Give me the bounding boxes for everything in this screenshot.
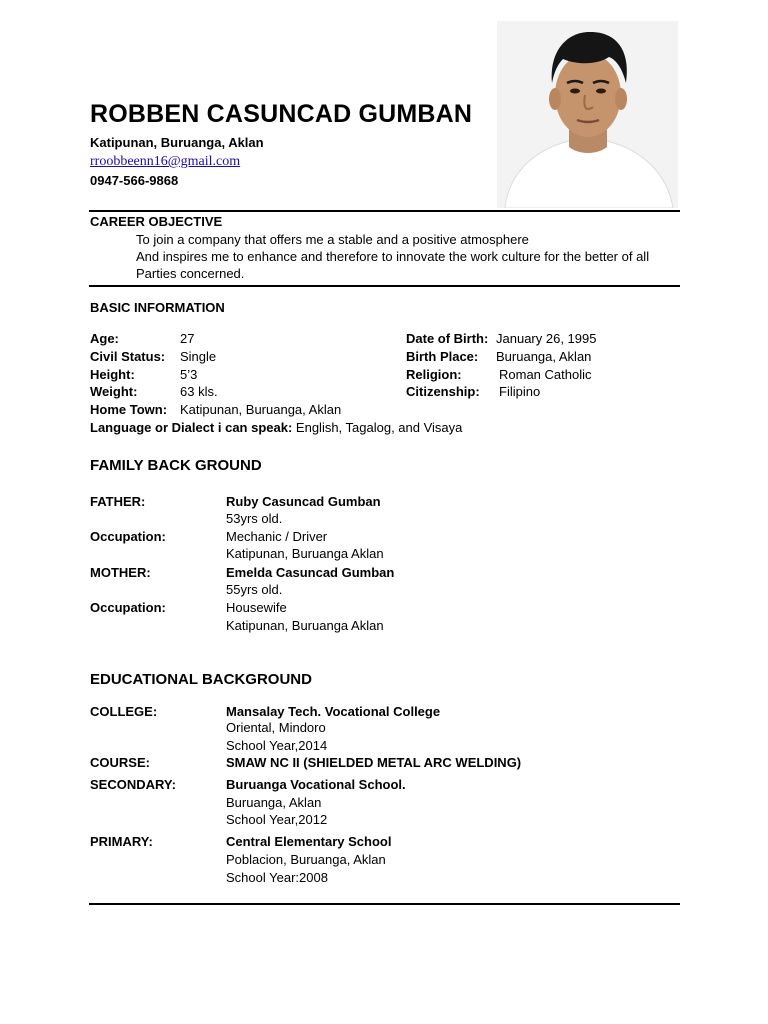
mother-occupation-label: Occupation: (90, 600, 166, 615)
father-name: Ruby Casuncad Gumban (226, 494, 381, 509)
footer-divider (89, 903, 680, 905)
citizenship-value: Filipino (499, 384, 541, 399)
objective-line: Parties concerned. (136, 266, 245, 281)
secondary-year: School Year,2012 (226, 812, 328, 827)
family-background-heading: FAMILY BACK GROUND (90, 457, 262, 474)
course-label: COURSE: (90, 755, 150, 770)
person-photo-icon (497, 21, 678, 208)
college-label: COLLEGE: (90, 704, 158, 719)
address: Katipunan, Buruanga, Aklan (90, 135, 264, 150)
weight-value: 63 kls. (180, 384, 218, 399)
primary-location: Poblacion, Buruanga, Aklan (226, 852, 386, 867)
father-occupation: Mechanic / Driver (226, 529, 328, 544)
home-town-value: Katipunan, Buruanga, Aklan (180, 402, 342, 417)
phone-number: 0947-566-9868 (90, 173, 179, 188)
birth-place-label: Birth Place: (406, 349, 479, 364)
weight-label: Weight: (90, 384, 138, 399)
college-year: School Year,2014 (226, 738, 328, 753)
mother-occupation: Housewife (226, 600, 287, 615)
educational-background-heading: EDUCATIONAL BACKGROUND (90, 671, 312, 688)
father-label: FATHER: (90, 494, 146, 509)
course-name: SMAW NC II (SHIELDED METAL ARC WELDING) (226, 755, 522, 770)
primary-year: School Year:2008 (226, 870, 328, 885)
career-objective-heading: CAREER OBJECTIVE (90, 214, 223, 229)
civil-status-value: Single (180, 349, 217, 364)
mother-age: 55yrs old. (226, 582, 283, 597)
basic-information-heading: BASIC INFORMATION (90, 300, 225, 315)
secondary-location: Buruanga, Aklan (226, 795, 322, 810)
objective-line: And inspires me to enhance and therefore to innovate the work culture for the better of all (136, 249, 650, 264)
religion-label: Religion: (406, 367, 462, 382)
college-name: Mansalay Tech. Vocational College (226, 704, 441, 719)
college-location: Oriental, Mindoro (226, 720, 326, 735)
height-value: 5’3 (180, 367, 198, 382)
home-town-label: Home Town: (90, 402, 168, 417)
primary-label: PRIMARY: (90, 834, 153, 849)
age-label: Age: (90, 331, 119, 346)
header-divider (89, 210, 680, 212)
secondary-label: SECONDARY: (90, 777, 176, 792)
profile-photo (497, 21, 678, 208)
mother-name: Emelda Casuncad Gumban (226, 565, 395, 580)
mother-address: Katipunan, Buruanga Aklan (226, 618, 384, 633)
language-value: English, Tagalog, and Visaya (295, 420, 463, 435)
secondary-name: Buruanga Vocational School. (226, 777, 406, 792)
father-occupation-label: Occupation: (90, 529, 166, 544)
language-label: Language or Dialect i can speak: (90, 420, 293, 435)
mother-label: MOTHER: (90, 565, 151, 580)
objective-line: To join a company that offers me a stable and a positive atmosphere (136, 232, 529, 247)
father-address: Katipunan, Buruanga Aklan (226, 546, 384, 561)
email-link[interactable]: rroobbeenn16@gmail.com (90, 154, 241, 169)
height-label: Height: (90, 367, 135, 382)
civil-status-label: Civil Status: (90, 349, 166, 364)
age-value: 27 (180, 331, 195, 346)
date-of-birth-label: Date of Birth: (406, 331, 489, 346)
birth-place-value: Buruanga, Aklan (496, 349, 592, 364)
father-age: 53yrs old. (226, 511, 283, 526)
objective-divider (89, 285, 680, 287)
applicant-name: ROBBEN CASUNCAD GUMBAN (90, 100, 473, 128)
citizenship-label: Citizenship: (406, 384, 480, 399)
religion-value: Roman Catholic (499, 367, 592, 382)
language-row (90, 420, 462, 435)
date-of-birth-value: January 26, 1995 (496, 331, 597, 346)
primary-name: Central Elementary School (226, 834, 392, 849)
